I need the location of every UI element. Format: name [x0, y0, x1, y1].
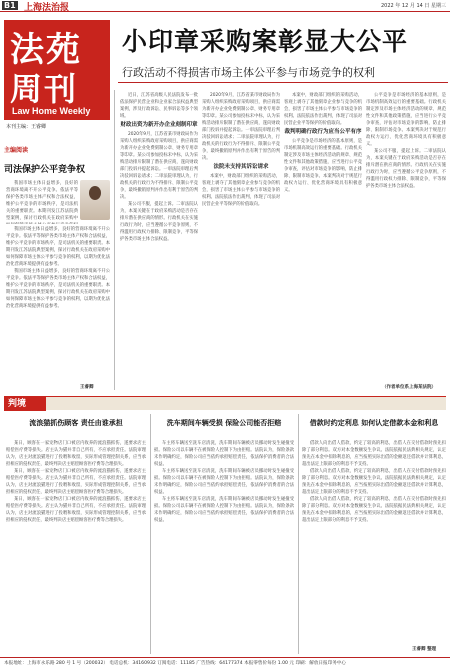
- section-heading-2: 法院未支持其诉讼请求: [213, 164, 269, 170]
- page-number: B1: [4, 1, 16, 10]
- column-title: 司法保护公平竞争权: [4, 165, 86, 175]
- column-signature: 王睿卿: [80, 385, 94, 390]
- column-tag: 主编阅读: [4, 147, 29, 154]
- bottom-text-3: 借款人向出借人借款，约定了较高的利息，出借人在交付借款时预先扣除了部分利息。双方对本金数额发生争议。法院依据民法典相关规定，认定预先在本金中扣除利息的，应当按照实际出借的金额返还借款并计算利息，超出法定上限部分的利息不予支持。: [302, 441, 446, 467]
- bottom-text-3b: 借款人向出借人借款，约定了较高的利息，出借人在交付借款时预先扣除了部分利息。双方对本金数额发生争议。法院依据民法典相关规定，认定预先在本金中扣除利息的，应当按照实际出借的金额返还借款并计算利息，超出法定上限部分的利息不予支持。: [302, 469, 446, 495]
- column-intro-text-repeat: 我国市场主体日益增多，良好的营商环境离不开公平竞争。依法平等保护各类市场主体产权和合法权益，维护公平竞争的市场秩序，是司法机关的重要职责。本期刊发江苏法院典型案例，探讨行政机关在政府采购中如何保障市场主体公平参与竞争的权利，以期为优化法治化营商环境提供有益参考。: [6, 227, 110, 267]
- bottom-separator-2: [298, 414, 299, 654]
- date-line: 2022 年 12 月 14 日 星期三: [381, 3, 446, 9]
- bottom-article-2: [154, 440, 294, 654]
- section-heading-1: 财政出资为新开办企业刻制印章: [120, 122, 198, 128]
- bottom-headline-1: 流浪猫抓伤顾客 责任由谁承担: [29, 418, 123, 427]
- divider: [118, 82, 448, 83]
- article-column-3: [284, 92, 362, 388]
- bottom-headline-2: 洗车期间车辆受损 保险公司能否拒赔: [166, 418, 282, 427]
- page-footer: 本报地址：上海市永乐路 280 号 1 号（200032） 电话总机：34160932 订阅电话：11185 广告热线：64177374 本报零售价每份 1.00 元 印刷：解放日报印务中心: [0, 657, 450, 668]
- bottom-signature: 王睿卿 整理: [412, 647, 437, 652]
- paragraph-1: 2020年9月，江苏省某市财政局作为采购人组织采购政府采购项目，供应商需为新开办企业免费刻制公章、财务专用章等印章。某公司参加投标未中标，认为采购活动排斥限制了潜在供应商，遂向财政部门投诉并提起诉讼。一审法院审理后判决驳回诉讼请求；二审法院审理认为，行政机关的行政行为不得排斥、限制公平竞争，最终撤销原判并作出有利于原告的判决。: [120, 132, 198, 200]
- masthead-english-title: Law Home Weekly: [12, 106, 91, 116]
- section-label: 判境: [4, 397, 46, 411]
- author-photo: [80, 180, 110, 220]
- article-column-4: [366, 92, 446, 382]
- bottom-article-1: [6, 440, 146, 654]
- masthead-title-line2: 周刊: [10, 70, 79, 108]
- paragraph-3b: 公平竞争是市场经济的基本原则，是市场机制高效运行的重要基础。行政机关制定涉及市场主体经济活动的规章、规范性文件和其他政策措施，应当进行公平竞争审查，评估对市场竞争的影响，防止排除、限制市场竞争。本案判决对于规范行政权力运行、优化营商环境具有积极意义。: [284, 139, 362, 193]
- column-intro-text: 我国市场主体日益增多，良好的营商环境离不开公平竞争。依法平等保护各类市场主体产权和合法权益，维护公平竞争的市场秩序，是司法机关的重要职责。本期刊发江苏法院典型案例，探讨行政机关在政府采购中: [6, 181, 78, 221]
- editor-column: [4, 145, 110, 175]
- paragraph-2: 2020年9月，江苏省某市财政局作为采购人组织采购政府采购项目，供应商需为新开办企业免费刻制公章、财务专用章等印章。某公司参加投标未中标，认为采购活动排斥限制了潜在供应商，遂向财政部门投诉并提起诉讼。一审法院审理后判决驳回诉讼请求；二审法院审理认为，行政机关的行政行为不得排斥、限制公平竞争，最终撤销原判并作出有利于原告的判决。: [202, 93, 280, 161]
- bottom-article-3: [302, 440, 446, 646]
- bottom-headline-3: 借款时约定利息 如何认定借款本金和利息: [309, 418, 439, 427]
- bottom-text-1c: 某日，顾客在一家宠物店门口被店内收养的流浪猫抓伤，遂要求店主赔偿医疗费等损失。店主认为猫并非自己所有，不应承担责任。法院审理认为，店主对流浪猫进行了投喂和收留，实际形成管理控制关系，应当承担相应的侵权责任，最终判决店主赔偿顾客医疗费等合理损失。: [6, 497, 146, 523]
- paragraph-4: 公平竞争是市场经济的基本原则，是市场机制高效运行的重要基础。行政机关制定涉及市场主体经济活动的规章、规范性文件和其他政策措施，应当进行公平竞争审查，评估对市场竞争的影响，防止排除、限制市场竞争。本案判决对于规范行政权力运行、优化营商环境具有积极意义。: [366, 93, 446, 147]
- bottom-text-3c: 借款人向出借人借款，约定了较高的利息，出借人在交付借款时预先扣除了部分利息。双方对本金数额发生争议。法院依据民法典相关规定，认定预先在本金中扣除利息的，应当按照实际出借的金额返还借款并计算利息，超出法定上限部分的利息不予支持。: [302, 497, 446, 523]
- paragraph-2b: 本案中，财政部门组织的采购活动，客观上剥夺了其他刻章企业参与竞争的机会，损害了市场主体公平参与市场竞争的权利。法院依法作出裁判，体现了司法对民营企业平等保护的价值取向。: [202, 174, 280, 207]
- article-column-1: [120, 92, 198, 388]
- editor-credit: 本刊主编：王睿卿: [6, 124, 47, 130]
- main-subhead: 行政活动不得损害市场主体公平参与市场竞争的权利: [122, 66, 375, 79]
- masthead-title-line1: 法苑: [10, 30, 82, 70]
- bottom-text-2c: 车主将车辆送至洗车店清洗，洗车期间车辆被店员挪动时发生碰撞受损。保险公司以车辆不在被保险人控制下为由拒赔。法院认为，保险条款未作明确约定，保险公司应当依约承担赔偿责任，依法保护消费者的合法权益。: [154, 497, 294, 523]
- paragraph-3: 本案中，财政部门组织的采购活动，客观上剥夺了其他刻章企业参与竞争的机会，损害了市场主体公平参与市场竞争的权利。法院依法作出裁判，体现了司法对民营企业平等保护的价值取向。: [284, 93, 362, 126]
- intro-paragraph: 近日，江苏省高级人民法院发布一批依法保护民营企业和企业家合法权益典型案例，涉及行政诉讼、民事诉讼等多个领域。: [120, 93, 198, 119]
- bottom-text-2b: 车主将车辆送至洗车店清洗，洗车期间车辆被店员挪动时发生碰撞受损。保险公司以车辆不在被保险人控制下为由拒赔。法院认为，保险条款未作明确约定，保险公司应当依约承担赔偿责任，依法保护消费者的合法权益。: [154, 469, 294, 495]
- masthead: [4, 20, 110, 120]
- bottom-text-1: 某日，顾客在一家宠物店门口被店内收养的流浪猫抓伤，遂要求店主赔偿医疗费等损失。店主认为猫并非自己所有，不应承担责任。法院审理认为，店主对流浪猫进行了投喂和收留，实际形成管理控制关系，应当承担相应的侵权责任，最终判决店主赔偿顾客医疗费等合理损失。: [6, 441, 146, 467]
- column-intro-body: [6, 226, 110, 386]
- column-separator: [114, 90, 115, 390]
- section-band: [4, 396, 446, 410]
- main-headline: 小印章采购案彰显大公平: [122, 27, 409, 56]
- bottom-text-2: 车主将车辆送至洗车店清洗，洗车期间车辆被店员挪动时发生碰撞受损。保险公司以车辆不在被保险人控制下为由拒赔。法院认为，保险条款未作明确约定，保险公司应当依约承担赔偿责任，依法保护消费者的合法权益。: [154, 441, 294, 467]
- page-header-bar: [0, 0, 450, 12]
- bottom-text-1b: 某日，顾客在一家宠物店门口被店内收养的流浪猫抓伤，遂要求店主赔偿医疗费等损失。店主认为猫并非自己所有，不应承担责任。法院审理认为，店主对流浪猫进行了投喂和收留，实际形成管理控制关系，应当承担相应的侵权责任，最终判决店主赔偿顾客医疗费等合理损失。: [6, 469, 146, 495]
- bottom-separator-1: [150, 414, 151, 654]
- paragraph-1b: 某公司不服，提起上诉。二审法院认为，本案关键在于政府采购活动是否存在排斥潜在供应商的情形。行政机关在实施行政行为时，应当遵循公平竞争原则，不得滥用行政权力排除、限制竞争，平等保护各类市场主体合法权益。: [120, 202, 198, 242]
- section-heading-3: 裁判明确行政行为应当公平有序: [284, 129, 362, 135]
- article-signature: （作者单位系上海某法院）: [382, 385, 436, 390]
- newspaper-name: 上海法治报: [24, 3, 70, 13]
- column-intro-top: [6, 180, 78, 224]
- article-column-2: [202, 92, 280, 388]
- paragraph-4b: 某公司不服，提起上诉。二审法院认为，本案关键在于政府采购活动是否存在排斥潜在供应商的情形。行政机关在实施行政行为时，应当遵循公平竞争原则，不得滥用行政权力排除、限制竞争，平等保护各类市场主体合法权益。: [366, 149, 446, 189]
- column-intro-text-repeat2: 我国市场主体日益增多，良好的营商环境离不开公平竞争。依法平等保护各类市场主体产权和合法权益，维护公平竞争的市场秩序，是司法机关的重要职责。本期刊发江苏法院典型案例，探讨行政机关在政府采购中如何保障市场主体公平参与竞争的权利，以期为优化法治化营商环境提供有益参考。: [6, 269, 110, 309]
